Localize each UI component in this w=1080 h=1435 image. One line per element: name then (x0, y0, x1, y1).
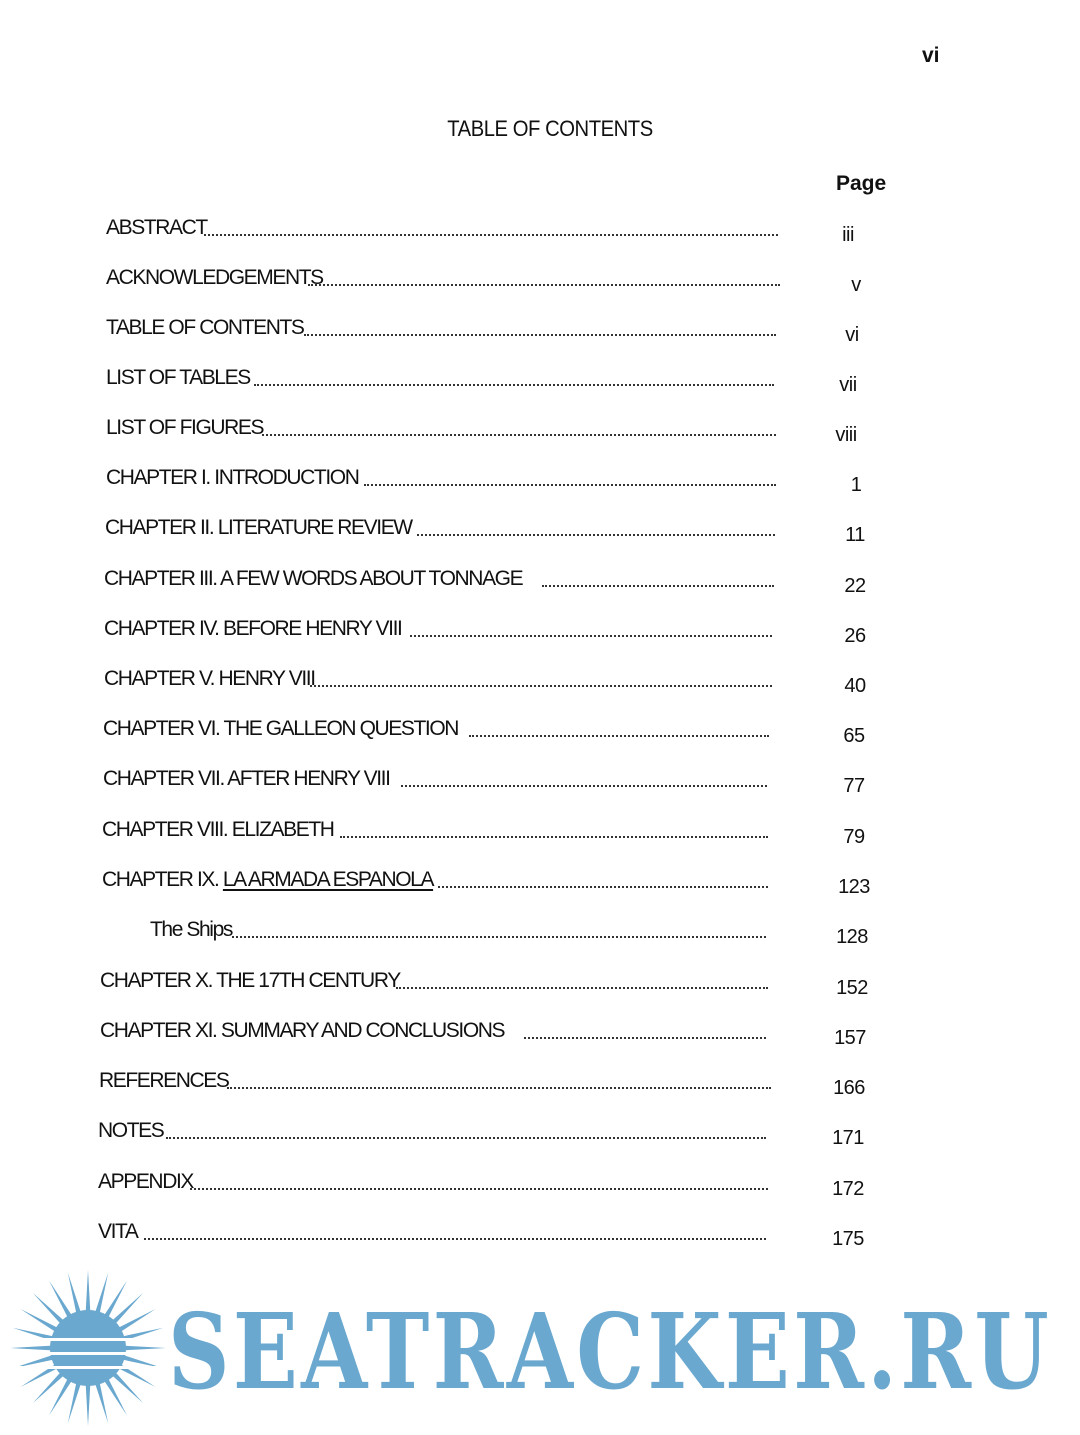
toc-entry-label: CHAPTER VII. AFTER HENRY VIII (103, 767, 390, 790)
watermark-text: SEATRACKER.RU (168, 1290, 1053, 1413)
dot-leader (542, 585, 774, 587)
toc-entry (104, 617, 924, 647)
toc-entry-label: CHAPTER III. A FEW WORDS ABOUT TONNAGE (104, 567, 523, 590)
dot-leader (227, 1087, 771, 1089)
toc-entry-label: CHAPTER IV. BEFORE HENRY VIII (104, 617, 402, 640)
toc-entry-label: CHAPTER V. HENRY VIII (104, 667, 315, 690)
toc-entry (106, 466, 926, 496)
dot-leader (469, 735, 769, 737)
toc-entry (106, 266, 926, 296)
dot-leader (364, 484, 776, 486)
toc-entry (98, 1220, 918, 1250)
toc-entry-page: 157 (834, 1027, 866, 1049)
toc-entry-page: 26 (844, 625, 866, 647)
toc-entry-page: vi (845, 324, 859, 346)
toc-entry-label: TABLE OF CONTENTS (106, 316, 304, 339)
toc-entry (105, 516, 925, 546)
dot-leader (438, 886, 768, 888)
toc-entry (106, 316, 926, 346)
toc-entry (98, 1170, 918, 1200)
dot-leader (254, 384, 774, 386)
toc-entry (106, 366, 926, 396)
toc-entry-page: 79 (843, 826, 865, 848)
toc-entry (103, 767, 923, 797)
toc-entry-page: 171 (832, 1127, 864, 1149)
dot-leader (410, 635, 772, 637)
dot-leader (340, 836, 768, 838)
toc-entry-page: 123 (838, 876, 870, 898)
toc-entry-page: vii (839, 374, 857, 396)
toc-entry-page: 1 (850, 474, 862, 496)
toc-entry-page: iii (842, 224, 854, 246)
toc-entry-label: LIST OF TABLES (106, 366, 250, 389)
toc-entry-label-title: LA ARMADA ESPANOLA (222, 868, 434, 891)
dot-leader (401, 785, 767, 787)
dot-leader (304, 334, 776, 336)
dot-leader (262, 434, 776, 436)
toc-entry-page: 11 (845, 524, 865, 546)
toc-subentry (150, 918, 930, 948)
toc-entry-page: 40 (844, 675, 866, 697)
toc-entry (100, 1019, 920, 1049)
toc-entry-page: 172 (832, 1178, 864, 1200)
toc-entry-label: CHAPTER XI. SUMMARY AND CONCLUSIONS (100, 1019, 505, 1042)
toc-entry-page: 166 (833, 1077, 865, 1099)
dot-leader (204, 234, 778, 236)
toc-entry-page: 128 (836, 926, 868, 948)
toc-entry-label: LIST OF FIGURES (106, 416, 264, 439)
toc-entry-page: v (851, 274, 861, 296)
toc-entry-label: ABSTRACT (106, 216, 207, 239)
toc-entry (104, 567, 924, 597)
dot-leader (310, 685, 772, 687)
toc-entry-page: 152 (836, 977, 868, 999)
toc-entry-page: 65 (843, 725, 865, 747)
dot-leader (232, 936, 766, 938)
toc-entry-label: CHAPTER I. INTRODUCTION (106, 466, 359, 489)
dot-leader (524, 1037, 766, 1039)
dot-leader (190, 1188, 768, 1190)
toc-entry-label: NOTES (98, 1119, 164, 1142)
toc-entry-page: 77 (843, 775, 865, 797)
toc-entry-label: ACKNOWLEDGEMENTS (106, 266, 323, 289)
toc-entry-page: viii (835, 424, 857, 446)
toc-entry-label: CHAPTER X. THE 17TH CENTURY (100, 969, 400, 992)
page-column-header: Page (836, 172, 887, 195)
toc-entry-label: REFERENCES (99, 1069, 229, 1092)
toc-entry-page: 22 (844, 575, 866, 597)
toc-entry-label-prefix: CHAPTER IX. (102, 868, 223, 891)
toc-entry-label: CHAPTER II. LITERATURE REVIEW (105, 516, 412, 539)
toc-entry (106, 416, 926, 446)
dot-leader (166, 1137, 766, 1139)
toc-entry (99, 1069, 919, 1099)
toc-entry (103, 717, 923, 747)
toc-entry (98, 1119, 918, 1149)
toc-entry-label: VITA (98, 1220, 138, 1243)
page-title: TABLE OF CONTENTS (447, 116, 653, 141)
dot-leader (308, 284, 780, 286)
dot-leader (144, 1238, 766, 1240)
toc-entry (102, 818, 922, 848)
toc-entry-label: CHAPTER VIII. ELIZABETH (102, 818, 334, 841)
toc-entry-label (102, 868, 433, 892)
toc-entry (100, 969, 920, 999)
toc-entry-page: 175 (832, 1228, 864, 1250)
toc-entry-label: The Ships (150, 918, 232, 941)
toc-entry (102, 868, 922, 898)
toc-entry-label: CHAPTER VI. THE GALLEON QUESTION (103, 717, 459, 740)
dot-leader (417, 534, 775, 536)
dot-leader (396, 987, 768, 989)
page-number: vi (922, 44, 940, 67)
toc-entry-label: APPENDIX (98, 1170, 193, 1193)
toc-entry (104, 667, 924, 697)
toc-entry (106, 216, 926, 246)
